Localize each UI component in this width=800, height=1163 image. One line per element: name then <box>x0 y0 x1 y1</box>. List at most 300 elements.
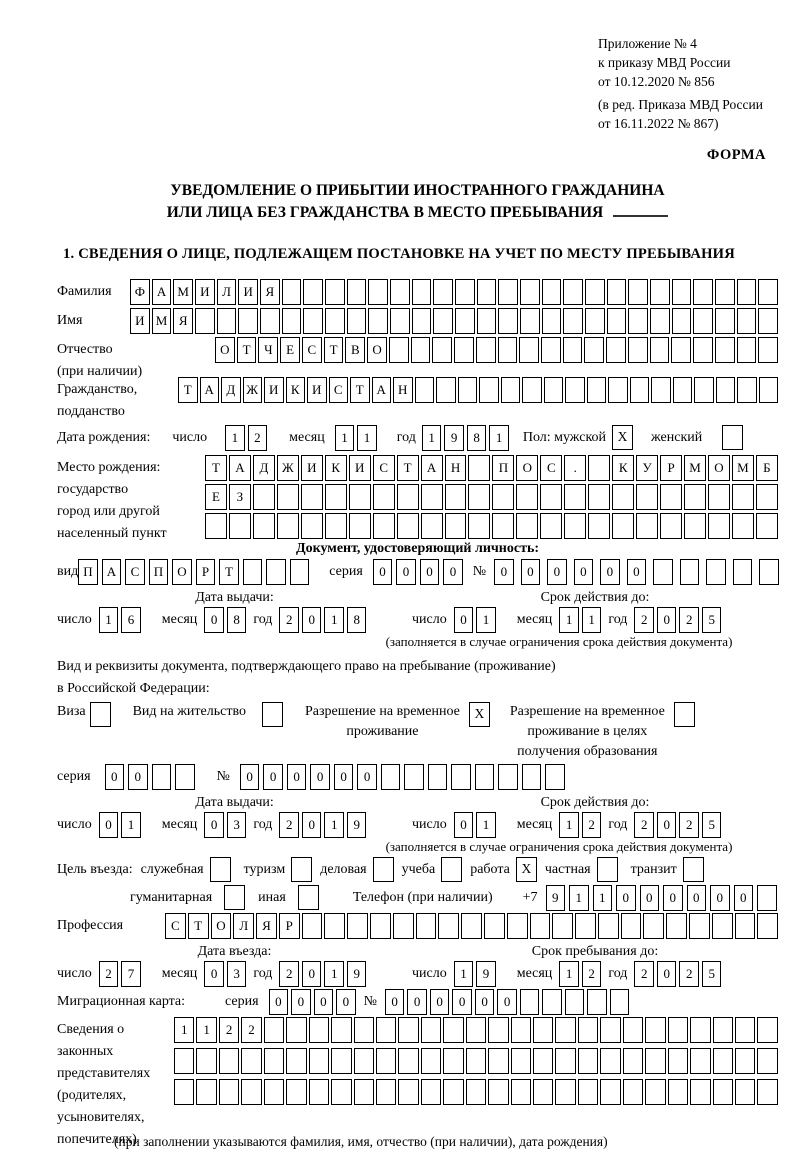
char-cell[interactable]: 1 <box>335 425 355 451</box>
char-cell[interactable] <box>397 484 419 510</box>
char-cell[interactable] <box>443 1048 463 1074</box>
char-cell[interactable] <box>404 764 424 790</box>
char-cell[interactable] <box>759 377 779 403</box>
char-cell[interactable] <box>607 308 627 334</box>
char-cell[interactable]: У <box>636 455 658 481</box>
char-cell[interactable]: 0 <box>385 989 405 1015</box>
char-cell[interactable] <box>545 764 565 790</box>
char-cell[interactable] <box>376 1079 396 1105</box>
char-cell[interactable]: 0 <box>430 989 450 1015</box>
char-cell[interactable]: 1 <box>422 425 442 451</box>
char-cell[interactable] <box>587 989 607 1015</box>
char-cell[interactable] <box>578 1048 598 1074</box>
char-cell[interactable] <box>660 484 682 510</box>
char-cell[interactable] <box>563 279 583 305</box>
char-cell[interactable] <box>541 337 561 363</box>
char-cell[interactable]: О <box>367 337 387 363</box>
char-cell[interactable]: 0 <box>310 764 330 790</box>
char-cell[interactable] <box>732 484 754 510</box>
char-cell[interactable]: С <box>302 337 322 363</box>
char-cell[interactable]: 0 <box>287 764 307 790</box>
char-cell[interactable] <box>712 913 733 939</box>
char-cell[interactable] <box>376 1048 396 1074</box>
char-cell[interactable]: 0 <box>291 989 311 1015</box>
char-cell[interactable]: Т <box>324 337 344 363</box>
char-cell[interactable]: Т <box>188 913 209 939</box>
char-cell[interactable] <box>575 913 596 939</box>
char-cell[interactable]: С <box>329 377 349 403</box>
char-cell[interactable]: 0 <box>443 559 463 585</box>
char-cell[interactable] <box>716 377 736 403</box>
char-cell[interactable]: Ч <box>258 337 278 363</box>
char-cell[interactable] <box>286 1017 306 1043</box>
char-cell[interactable] <box>412 308 432 334</box>
char-cell[interactable]: 0 <box>314 989 334 1015</box>
char-cell[interactable] <box>498 308 518 334</box>
char-cell[interactable] <box>325 308 345 334</box>
char-cell[interactable] <box>630 377 650 403</box>
char-cell[interactable] <box>301 484 323 510</box>
char-cell[interactable] <box>398 1079 418 1105</box>
char-cell[interactable] <box>608 377 628 403</box>
char-cell[interactable]: Н <box>393 377 413 403</box>
char-cell[interactable]: И <box>301 455 323 481</box>
char-cell[interactable] <box>238 308 258 334</box>
char-cell[interactable] <box>488 1017 508 1043</box>
char-cell[interactable] <box>260 308 280 334</box>
char-cell[interactable] <box>623 1017 643 1043</box>
char-cell[interactable]: С <box>165 913 186 939</box>
char-cell[interactable] <box>628 279 648 305</box>
char-cell[interactable]: Я <box>260 279 280 305</box>
char-cell[interactable]: 8 <box>467 425 487 451</box>
char-cell[interactable] <box>196 1048 216 1074</box>
char-cell[interactable] <box>542 989 562 1015</box>
char-cell[interactable]: 9 <box>347 812 367 838</box>
char-cell[interactable] <box>519 337 539 363</box>
female-checkbox[interactable] <box>722 425 743 450</box>
char-cell[interactable] <box>737 279 757 305</box>
char-cell[interactable] <box>737 308 757 334</box>
char-cell[interactable]: Е <box>205 484 227 510</box>
char-cell[interactable] <box>533 1048 553 1074</box>
char-cell[interactable] <box>241 1079 261 1105</box>
char-cell[interactable] <box>303 308 323 334</box>
purpose-official-checkbox[interactable] <box>210 857 231 882</box>
char-cell[interactable]: А <box>229 455 251 481</box>
char-cell[interactable]: 0 <box>494 559 514 585</box>
char-cell[interactable] <box>243 559 263 585</box>
char-cell[interactable]: 0 <box>497 989 517 1015</box>
char-cell[interactable] <box>606 337 626 363</box>
char-cell[interactable]: 9 <box>444 425 464 451</box>
char-cell[interactable]: Ж <box>243 377 263 403</box>
char-cell[interactable]: М <box>152 308 172 334</box>
char-cell[interactable]: Р <box>196 559 216 585</box>
char-cell[interactable] <box>455 308 475 334</box>
char-cell[interactable] <box>520 989 540 1015</box>
char-cell[interactable] <box>376 1017 396 1043</box>
char-cell[interactable] <box>671 337 691 363</box>
char-cell[interactable] <box>438 913 459 939</box>
char-cell[interactable] <box>585 279 605 305</box>
char-cell[interactable] <box>498 279 518 305</box>
char-cell[interactable] <box>684 513 706 539</box>
char-cell[interactable]: 0 <box>204 961 224 987</box>
char-cell[interactable]: Ж <box>277 455 299 481</box>
char-cell[interactable] <box>693 308 713 334</box>
char-cell[interactable] <box>680 559 700 585</box>
char-cell[interactable]: 1 <box>99 607 119 633</box>
char-cell[interactable] <box>715 279 735 305</box>
char-cell[interactable] <box>684 484 706 510</box>
char-cell[interactable] <box>290 559 310 585</box>
char-cell[interactable] <box>266 559 286 585</box>
char-cell[interactable] <box>428 764 448 790</box>
char-cell[interactable] <box>286 1048 306 1074</box>
char-cell[interactable] <box>354 1017 374 1043</box>
char-cell[interactable]: 9 <box>546 885 566 911</box>
char-cell[interactable]: 1 <box>559 607 579 633</box>
char-cell[interactable]: 2 <box>279 607 299 633</box>
char-cell[interactable] <box>492 484 514 510</box>
char-cell[interactable] <box>668 1079 688 1105</box>
char-cell[interactable] <box>303 279 323 305</box>
char-cell[interactable]: 2 <box>248 425 268 451</box>
char-cell[interactable]: К <box>325 455 347 481</box>
char-cell[interactable]: 5 <box>702 607 722 633</box>
char-cell[interactable]: 7 <box>121 961 141 987</box>
char-cell[interactable] <box>758 308 778 334</box>
temp-permit-edu-checkbox[interactable] <box>674 702 695 727</box>
char-cell[interactable] <box>564 484 586 510</box>
char-cell[interactable]: А <box>421 455 443 481</box>
char-cell[interactable] <box>623 1079 643 1105</box>
char-cell[interactable] <box>636 484 658 510</box>
char-cell[interactable] <box>389 337 409 363</box>
char-cell[interactable] <box>555 1017 575 1043</box>
char-cell[interactable]: 0 <box>627 559 647 585</box>
char-cell[interactable] <box>757 1048 777 1074</box>
char-cell[interactable]: Т <box>350 377 370 403</box>
char-cell[interactable] <box>195 308 215 334</box>
char-cell[interactable] <box>241 1048 261 1074</box>
char-cell[interactable] <box>277 484 299 510</box>
char-cell[interactable] <box>756 484 778 510</box>
char-cell[interactable] <box>628 308 648 334</box>
char-cell[interactable]: 0 <box>396 559 416 585</box>
char-cell[interactable]: 0 <box>616 885 636 911</box>
char-cell[interactable]: 0 <box>302 607 322 633</box>
char-cell[interactable] <box>461 913 482 939</box>
char-cell[interactable] <box>398 1017 418 1043</box>
char-cell[interactable] <box>565 377 585 403</box>
char-cell[interactable]: О <box>172 559 192 585</box>
char-cell[interactable]: 9 <box>476 961 496 987</box>
char-cell[interactable] <box>653 559 673 585</box>
char-cell[interactable]: Б <box>756 455 778 481</box>
char-cell[interactable] <box>693 279 713 305</box>
char-cell[interactable]: 1 <box>121 812 141 838</box>
char-cell[interactable] <box>757 1017 777 1043</box>
char-cell[interactable]: М <box>684 455 706 481</box>
char-cell[interactable] <box>757 1079 777 1105</box>
char-cell[interactable]: 1 <box>593 885 613 911</box>
char-cell[interactable] <box>735 1048 755 1074</box>
char-cell[interactable] <box>542 279 562 305</box>
char-cell[interactable]: 0 <box>454 812 474 838</box>
char-cell[interactable] <box>219 1079 239 1105</box>
char-cell[interactable] <box>587 377 607 403</box>
char-cell[interactable] <box>650 308 670 334</box>
char-cell[interactable] <box>578 1017 598 1043</box>
purpose-work-checkbox[interactable]: X <box>516 857 537 882</box>
char-cell[interactable] <box>368 308 388 334</box>
char-cell[interactable]: 2 <box>634 812 654 838</box>
char-cell[interactable]: 3 <box>227 812 247 838</box>
char-cell[interactable] <box>651 377 671 403</box>
char-cell[interactable] <box>612 513 634 539</box>
char-cell[interactable]: 1 <box>559 961 579 987</box>
char-cell[interactable] <box>219 1048 239 1074</box>
char-cell[interactable]: 0 <box>334 764 354 790</box>
char-cell[interactable] <box>421 484 443 510</box>
char-cell[interactable]: И <box>195 279 215 305</box>
purpose-transit-checkbox[interactable] <box>683 857 704 882</box>
char-cell[interactable]: 0 <box>452 989 472 1015</box>
char-cell[interactable] <box>673 377 693 403</box>
char-cell[interactable] <box>373 513 395 539</box>
char-cell[interactable] <box>689 913 710 939</box>
char-cell[interactable]: 2 <box>99 961 119 987</box>
char-cell[interactable]: И <box>238 279 258 305</box>
char-cell[interactable] <box>455 279 475 305</box>
char-cell[interactable] <box>666 913 687 939</box>
char-cell[interactable] <box>600 1048 620 1074</box>
char-cell[interactable] <box>690 1079 710 1105</box>
char-cell[interactable] <box>732 513 754 539</box>
char-cell[interactable] <box>196 1079 216 1105</box>
char-cell[interactable] <box>643 913 664 939</box>
purpose-humanitarian-checkbox[interactable] <box>224 885 245 910</box>
char-cell[interactable] <box>544 377 564 403</box>
char-cell[interactable] <box>390 279 410 305</box>
char-cell[interactable]: 1 <box>196 1017 216 1043</box>
purpose-business-checkbox[interactable] <box>373 857 394 882</box>
char-cell[interactable]: 0 <box>663 885 683 911</box>
visa-checkbox[interactable] <box>90 702 111 727</box>
char-cell[interactable] <box>479 377 499 403</box>
char-cell[interactable] <box>511 1017 531 1043</box>
char-cell[interactable] <box>758 279 778 305</box>
male-checkbox[interactable]: X <box>612 425 633 450</box>
char-cell[interactable] <box>349 513 371 539</box>
char-cell[interactable] <box>466 1017 486 1043</box>
char-cell[interactable]: 0 <box>547 559 567 585</box>
char-cell[interactable]: 0 <box>734 885 754 911</box>
char-cell[interactable] <box>421 513 443 539</box>
char-cell[interactable]: 8 <box>347 607 367 633</box>
char-cell[interactable] <box>264 1079 284 1105</box>
char-cell[interactable] <box>588 513 610 539</box>
char-cell[interactable] <box>397 513 419 539</box>
char-cell[interactable] <box>588 484 610 510</box>
char-cell[interactable] <box>645 1017 665 1043</box>
char-cell[interactable] <box>445 484 467 510</box>
char-cell[interactable]: 0 <box>302 961 322 987</box>
char-cell[interactable] <box>737 377 757 403</box>
char-cell[interactable] <box>253 484 275 510</box>
char-cell[interactable] <box>475 764 495 790</box>
char-cell[interactable] <box>757 913 778 939</box>
char-cell[interactable] <box>501 377 521 403</box>
char-cell[interactable] <box>600 1017 620 1043</box>
char-cell[interactable]: 5 <box>702 961 722 987</box>
char-cell[interactable]: А <box>152 279 172 305</box>
char-cell[interactable] <box>331 1048 351 1074</box>
char-cell[interactable] <box>645 1048 665 1074</box>
purpose-other-checkbox[interactable] <box>298 885 319 910</box>
char-cell[interactable]: Я <box>173 308 193 334</box>
char-cell[interactable]: Д <box>221 377 241 403</box>
char-cell[interactable] <box>713 1048 733 1074</box>
char-cell[interactable]: 2 <box>679 607 699 633</box>
char-cell[interactable]: П <box>492 455 514 481</box>
char-cell[interactable]: 0 <box>240 764 260 790</box>
char-cell[interactable] <box>516 484 538 510</box>
char-cell[interactable] <box>282 279 302 305</box>
char-cell[interactable]: Р <box>660 455 682 481</box>
char-cell[interactable] <box>381 764 401 790</box>
char-cell[interactable]: 2 <box>582 961 602 987</box>
char-cell[interactable] <box>522 764 542 790</box>
char-cell[interactable] <box>588 455 610 481</box>
char-cell[interactable]: 1 <box>174 1017 194 1043</box>
char-cell[interactable] <box>205 513 227 539</box>
char-cell[interactable] <box>175 764 195 790</box>
char-cell[interactable]: 0 <box>373 559 393 585</box>
char-cell[interactable] <box>690 1048 710 1074</box>
char-cell[interactable] <box>612 484 634 510</box>
char-cell[interactable]: 0 <box>336 989 356 1015</box>
char-cell[interactable] <box>758 337 778 363</box>
char-cell[interactable]: 0 <box>521 559 541 585</box>
char-cell[interactable] <box>373 484 395 510</box>
purpose-tourism-checkbox[interactable] <box>291 857 312 882</box>
char-cell[interactable] <box>347 308 367 334</box>
char-cell[interactable] <box>325 513 347 539</box>
char-cell[interactable] <box>466 1079 486 1105</box>
char-cell[interactable]: О <box>215 337 235 363</box>
char-cell[interactable] <box>690 1017 710 1043</box>
char-cell[interactable] <box>264 1017 284 1043</box>
char-cell[interactable]: Е <box>280 337 300 363</box>
char-cell[interactable] <box>415 377 435 403</box>
char-cell[interactable] <box>484 913 505 939</box>
char-cell[interactable]: 3 <box>227 961 247 987</box>
char-cell[interactable]: 1 <box>559 812 579 838</box>
char-cell[interactable] <box>466 1048 486 1074</box>
char-cell[interactable] <box>733 559 753 585</box>
char-cell[interactable] <box>451 764 471 790</box>
char-cell[interactable] <box>443 1079 463 1105</box>
char-cell[interactable]: 2 <box>279 812 299 838</box>
char-cell[interactable]: И <box>130 308 150 334</box>
char-cell[interactable] <box>735 1017 755 1043</box>
char-cell[interactable]: 0 <box>657 961 677 987</box>
char-cell[interactable] <box>522 377 542 403</box>
char-cell[interactable] <box>584 337 604 363</box>
char-cell[interactable]: 2 <box>634 961 654 987</box>
char-cell[interactable] <box>650 337 670 363</box>
char-cell[interactable] <box>421 1048 441 1074</box>
char-cell[interactable] <box>492 513 514 539</box>
char-cell[interactable]: 0 <box>407 989 427 1015</box>
char-cell[interactable] <box>468 513 490 539</box>
char-cell[interactable] <box>468 484 490 510</box>
char-cell[interactable] <box>520 279 540 305</box>
char-cell[interactable] <box>324 913 345 939</box>
char-cell[interactable] <box>286 1079 306 1105</box>
char-cell[interactable] <box>540 513 562 539</box>
char-cell[interactable] <box>578 1079 598 1105</box>
char-cell[interactable] <box>477 308 497 334</box>
char-cell[interactable] <box>565 989 585 1015</box>
char-cell[interactable]: С <box>540 455 562 481</box>
char-cell[interactable] <box>713 1079 733 1105</box>
char-cell[interactable]: Т <box>237 337 257 363</box>
char-cell[interactable] <box>672 308 692 334</box>
char-cell[interactable] <box>735 913 756 939</box>
char-cell[interactable]: К <box>612 455 634 481</box>
char-cell[interactable]: 1 <box>476 607 496 633</box>
char-cell[interactable]: Н <box>445 455 467 481</box>
char-cell[interactable] <box>520 308 540 334</box>
purpose-study-checkbox[interactable] <box>441 857 462 882</box>
char-cell[interactable] <box>217 308 237 334</box>
char-cell[interactable] <box>672 279 692 305</box>
char-cell[interactable]: 2 <box>279 961 299 987</box>
char-cell[interactable] <box>468 455 490 481</box>
char-cell[interactable] <box>347 913 368 939</box>
char-cell[interactable] <box>645 1079 665 1105</box>
char-cell[interactable] <box>174 1048 194 1074</box>
char-cell[interactable] <box>398 1048 418 1074</box>
char-cell[interactable]: 0 <box>710 885 730 911</box>
char-cell[interactable] <box>264 1048 284 1074</box>
char-cell[interactable] <box>421 1079 441 1105</box>
char-cell[interactable] <box>325 484 347 510</box>
char-cell[interactable] <box>174 1079 194 1105</box>
char-cell[interactable] <box>498 337 518 363</box>
char-cell[interactable]: И <box>264 377 284 403</box>
char-cell[interactable]: 0 <box>600 559 620 585</box>
char-cell[interactable]: 5 <box>702 812 722 838</box>
char-cell[interactable] <box>530 913 551 939</box>
char-cell[interactable] <box>390 308 410 334</box>
char-cell[interactable] <box>488 1079 508 1105</box>
char-cell[interactable]: 1 <box>569 885 589 911</box>
char-cell[interactable]: 0 <box>263 764 283 790</box>
char-cell[interactable]: О <box>708 455 730 481</box>
char-cell[interactable]: 2 <box>219 1017 239 1043</box>
char-cell[interactable]: Т <box>178 377 198 403</box>
char-cell[interactable] <box>552 913 573 939</box>
char-cell[interactable]: . <box>564 455 586 481</box>
char-cell[interactable] <box>650 279 670 305</box>
char-cell[interactable]: 0 <box>357 764 377 790</box>
char-cell[interactable] <box>621 913 642 939</box>
